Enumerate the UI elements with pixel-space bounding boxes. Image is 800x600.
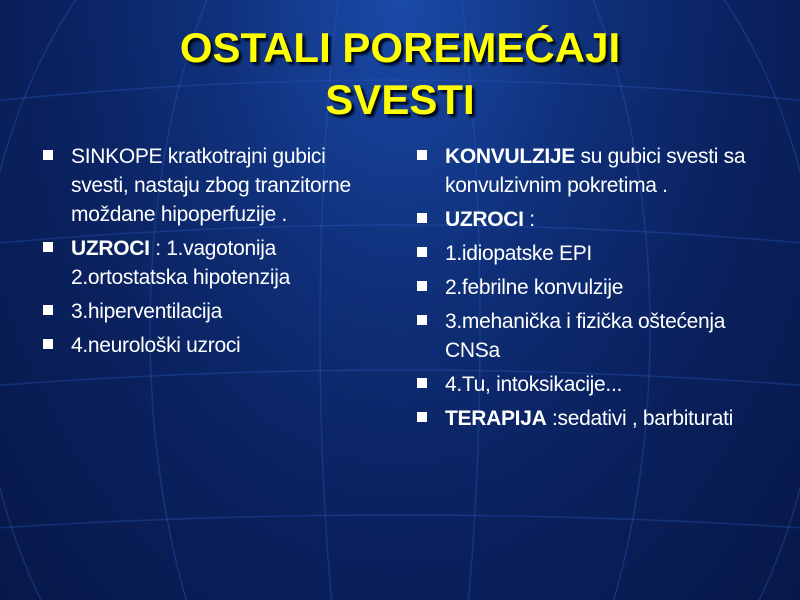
list-item-text: 2.febrilne konvulzije	[445, 276, 624, 299]
list-item	[414, 370, 784, 399]
right-column	[414, 142, 784, 438]
list-item	[40, 297, 380, 326]
slide-title	[0, 22, 800, 126]
left-column	[40, 142, 380, 365]
right-bullet-list	[414, 142, 784, 433]
list-item-text: 4.neurološki uzroci	[71, 334, 241, 357]
left-bullet-list	[40, 142, 380, 360]
square-bullet-icon	[43, 242, 53, 252]
list-item	[414, 404, 784, 433]
list-item-text: :sedativi , barbiturati	[546, 407, 734, 430]
list-item-bold: TERAPIJA	[445, 407, 547, 430]
square-bullet-icon	[417, 378, 427, 388]
list-item	[414, 273, 784, 302]
square-bullet-icon	[417, 213, 427, 223]
slide-title-line-2: SVESTI	[325, 76, 475, 123]
list-item-bold: UZROCI	[71, 237, 150, 260]
list-item-text: 4.Tu, intoksikacije...	[445, 373, 623, 396]
slide-title-line-1: OSTALI POREMEĆAJI	[179, 24, 621, 71]
list-item-bold: UZROCI	[445, 208, 524, 231]
list-item-text: SINKOPE kratkotrajni gubici svesti, nastaju zbog tranzitorne moždane hipoperfuzije .	[71, 145, 351, 226]
square-bullet-icon	[417, 150, 427, 160]
list-item-text: 3.hiperventilacija	[71, 300, 223, 323]
list-item	[414, 142, 784, 200]
square-bullet-icon	[417, 412, 427, 422]
list-item-text: 1.idiopatske EPI	[445, 242, 592, 265]
list-item	[414, 239, 784, 268]
square-bullet-icon	[417, 247, 427, 257]
list-item	[414, 205, 784, 234]
list-item-text: :	[523, 208, 535, 231]
square-bullet-icon	[43, 150, 53, 160]
list-item-text: su gubici svesti sa konvulzivnim pokretima .	[445, 145, 746, 197]
square-bullet-icon	[417, 315, 427, 325]
square-bullet-icon	[417, 281, 427, 291]
list-item-bold: KONVULZIJE	[445, 145, 576, 168]
square-bullet-icon	[43, 339, 53, 349]
square-bullet-icon	[43, 305, 53, 315]
list-item	[40, 331, 380, 360]
list-item	[414, 307, 784, 365]
list-item	[40, 234, 380, 292]
list-item	[40, 142, 380, 229]
list-item-text: 3.mehanička i fizička oštećenja CNSa	[445, 310, 726, 362]
list-item-text: : 1.vagotonija 2.ortostatska hipotenzija	[71, 237, 290, 289]
